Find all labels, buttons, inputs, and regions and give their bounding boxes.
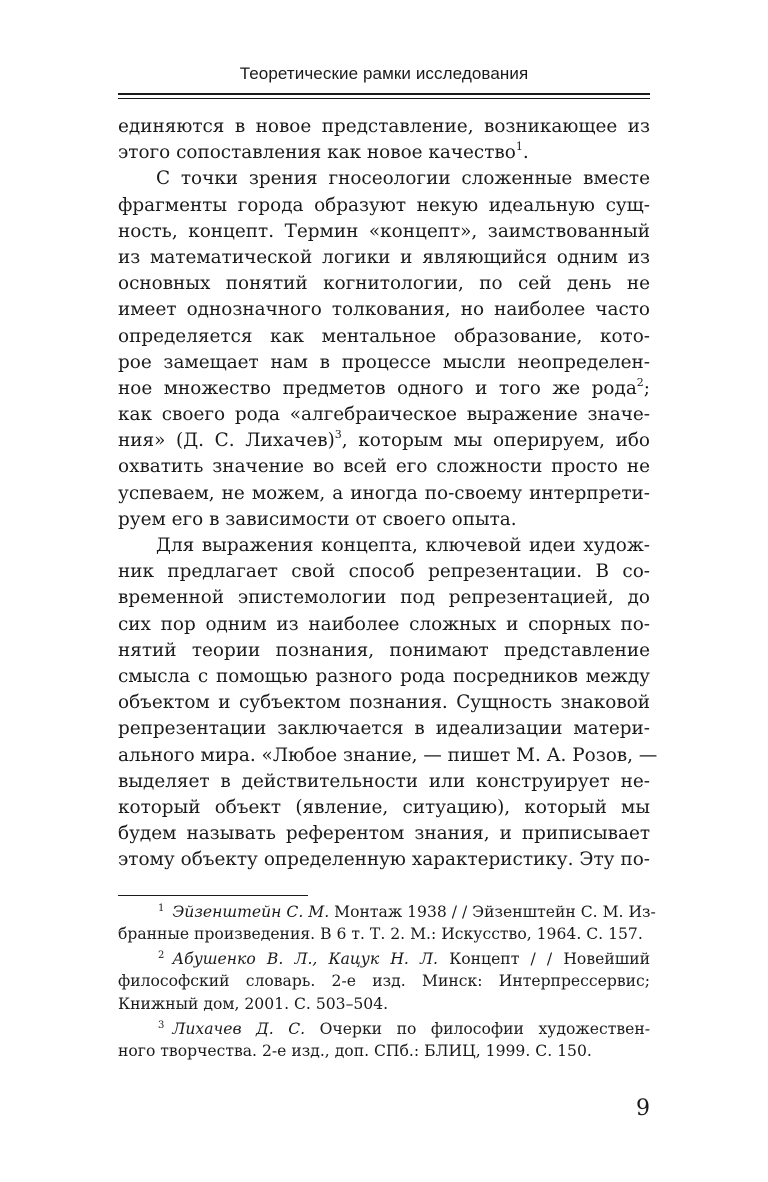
main-text	[118, 114, 658, 873]
text-line: временной эпистемологии под репрезентацией, до	[118, 587, 650, 609]
text-line: будем называть референтом знания, и приписывает	[118, 823, 650, 845]
footnote-line: Книжный дом, 2001. С. 503–504.	[118, 994, 389, 1013]
text-line: руем его в зависимости от своего опыта.	[118, 508, 517, 530]
text-line: репрезентации заключается в идеализации матери-	[118, 718, 650, 740]
text-line: из математической логики и являющийся одним из	[118, 246, 650, 268]
footnote-author: Эйзенштейн С. М.	[172, 903, 330, 921]
text-segment: ния» (Д. С. Лихачев)	[118, 430, 335, 452]
text-line: единяются в новое представление, возникающее из	[118, 116, 650, 137]
footnote-line	[118, 1018, 650, 1040]
text-segment: Очерки по философии художествен-	[305, 1019, 651, 1038]
text-line: который объект (явление, ситуацию), который мы	[118, 796, 650, 818]
footnote-line: ного творчества. 2-е изд., доп. СПб.: БЛИЦ, 1999. С. 150.	[118, 1041, 592, 1060]
text-line: смысла с помощью разного рода посредников между	[118, 665, 650, 687]
text-line: этому объекту определенную характеристику. Эту по-	[118, 849, 650, 871]
text-segment: Монтаж 1938 / / Эйзенштейн С. М. Из-	[329, 903, 656, 921]
footnote-ref[interactable]: 3	[334, 428, 342, 442]
text-segment: .	[522, 142, 529, 164]
text-line: объектом и субъектом познания. Сущность знаковой	[118, 692, 650, 714]
footnote-ref[interactable]: 2	[636, 375, 644, 389]
footnote-line	[118, 948, 650, 970]
footnote-line: философский словарь. 2-е изд. Минск: Интерпрессервис;	[118, 972, 650, 991]
footnotes	[118, 901, 656, 1065]
text-segment: ;	[643, 377, 650, 399]
text-segment: этого сопоставления как новое качество	[118, 142, 516, 164]
header-rule-thick	[118, 93, 650, 95]
footnote-number: 2	[158, 950, 165, 962]
text-line: имеет однозначного толкования, но наиболее часто	[118, 299, 650, 321]
footnote-2	[118, 948, 650, 1015]
footnote-3	[118, 1018, 650, 1063]
text-line: Для выражения концепта, ключевой идеи худож-	[156, 535, 650, 556]
footnote-separator	[118, 895, 308, 896]
text-line: сих пор одним из наиболее сложных и спорных по-	[118, 613, 650, 635]
text-segment: , которым мы оперируем, ибо	[341, 430, 650, 452]
text-line	[118, 376, 650, 402]
text-line: ность, концепт. Термин «концепт», заимствованный	[118, 220, 650, 242]
text-line: С точки зрения гносеологии сложенные вместе	[156, 168, 650, 190]
footnote-line: бранные произведения. В 6 т. Т. 2. М.: Искусство, 1964. С. 157.	[118, 925, 643, 944]
footnote-author: Абушенко В. Л., Кацук Н. Л.	[172, 950, 439, 969]
footnote-1	[118, 901, 656, 946]
text-line: выделяет в действительности или конструирует не-	[118, 770, 650, 792]
text-line	[118, 140, 650, 166]
text-line: как своего рода «алгебраическое выражение значе-	[118, 404, 650, 426]
text-line: ального мира. «Любое знание, — пишет М. А. Розов, —	[118, 744, 658, 766]
running-header: Теоретические рамки исследования	[239, 64, 529, 83]
footnote-line	[118, 901, 656, 923]
text-line: рое замещает нам в процессе мысли неопределен-	[118, 351, 650, 373]
text-line	[118, 428, 650, 454]
paragraph-1	[118, 114, 650, 166]
text-line: охватить значение во всей его сложности просто не	[118, 456, 650, 478]
footnote-author: Лихачев Д. С.	[172, 1019, 306, 1038]
text-line: ник предлагает свой способ репрезентации. В со-	[118, 561, 650, 583]
text-line: фрагменты города образуют некую идеальную сущ-	[118, 194, 650, 216]
footnote-number: 1	[158, 903, 165, 914]
page-number: 9	[636, 1096, 650, 1121]
text-line: нятий теории познания, понимают представление	[118, 639, 650, 661]
text-line: определяется как ментальное образование, кото-	[118, 325, 650, 347]
footnote-number: 3	[158, 1019, 165, 1031]
header-rule-thin	[118, 98, 650, 99]
text-line: успеваем, не можем, а иногда по-своему интерпрети-	[118, 482, 650, 504]
paragraph-3	[118, 533, 658, 873]
text-segment: ное множество предметов одного и того же рода	[118, 377, 637, 399]
text-line: основных понятий когнитологии, по сей день не	[118, 273, 650, 295]
paragraph-2	[118, 166, 650, 533]
footnote-ref[interactable]: 1	[515, 140, 523, 154]
text-segment: Концепт / / Новейший	[438, 950, 650, 969]
